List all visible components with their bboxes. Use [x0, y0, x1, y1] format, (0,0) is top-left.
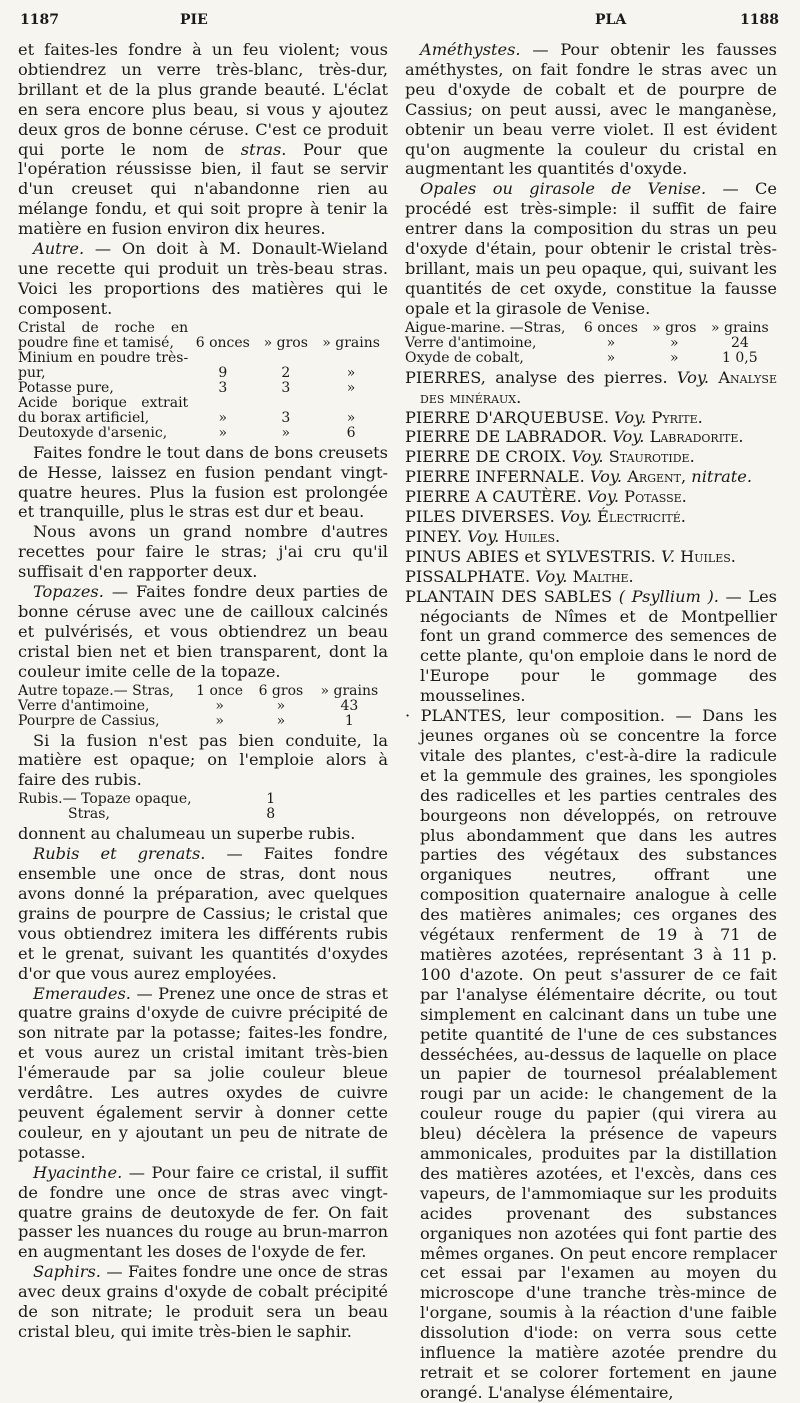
paragraph: et faites-les fondre à un feu violent; vous obtiendrez un verre très-blanc, très-dur, brillant et de la plus grande beauté. L'éclat en sera encore plus beau, si vous y ajoutez deux gros de bonne céruse. C'est ce produit qui porte le nom de stras. Pour que l'opération réussisse bien, il faut se servir d'un creuset qui n'abandonne rien au mélange fondu, et qui soit propre à tenir la matière en fusion environ dix heures.: [18, 40, 388, 239]
dictionary-entry: PINEY. Voy. Huiles.: [405, 526, 561, 546]
table-row: Oxyde de cobalt, » » 1 0,5: [405, 349, 758, 366]
paragraph: donnent au chalumeau un superbe rubis.: [18, 824, 356, 844]
paragraph: Faites fondre le tout dans de bons creusets de Hesse, laissez en fusion pendant vingt-quatre heures. Plus la fusion est prolongée et tranquille, plus le stras est dur et beau.: [18, 442, 388, 522]
paragraph: Hyacinthe. — Pour faire ce cristal, il suffit de fondre une once de stras avec vingt-quatre grains de deutoxyde de fer. On fait passer les nuances du rouge au brun-marron en augmentant les doses de l'oxyde de fer.: [18, 1162, 388, 1262]
recipe-table: [18, 792, 277, 822]
paragraph: Améthystes. — Pour obtenir les fausses améthystes, on fait fondre le stras avec un peu d'oxyde de cobalt et de pourpre de Cassius; on peut aussi, avec le manganèse, obtenir un beau verre violet. Il est évident qu'on augmente la couleur du cristal en augmentant les quantités d'oxyde.: [405, 40, 777, 179]
table-row: Minium en poudre très-pur, 9 2 »: [18, 349, 356, 381]
left-header-word: PIE: [180, 12, 208, 28]
dictionary-entry: PILES DIVERSES. Voy. Électricité.: [405, 507, 686, 527]
dictionary-entry: PLANTAIN DES SABLES ( Psyllium ). — Les négociants de Nîmes et de Montpellier font un grand commerce des semences de cette plante, qu'on emploie dans le nord de l'Europe pour le gommage des mousselines.: [405, 586, 777, 706]
dictionary-entry: PIERRES, analyse des pierres. Voy. Analyse des minéraux.: [405, 367, 777, 407]
dictionary-entry: PIERRE DE LABRADOR. Voy. Labradorite.: [405, 427, 744, 447]
right-column: [405, 40, 777, 1403]
recipe-table: [18, 684, 388, 729]
table-row: Verre d'antimoine, » » 24: [405, 334, 749, 351]
paragraph: Si la fusion n'est pas bien conduite, la matière est opaque; on l'emploie alors à faire des rubis.: [18, 730, 388, 790]
right-header-word: PLA: [595, 12, 627, 28]
table-row: Aigue-marine. —Stras, 6 onces » gros » grains: [405, 319, 769, 336]
paragraph: Saphirs. — Faites fondre une once de stras avec deux grains d'oxyde de cobalt précipité de son nitrate; le produit sera un beau cristal bleu, qui imite très-bien le saphir.: [18, 1262, 388, 1341]
dictionary-entry: · PLANTES, leur composition. — Dans les jeunes organes où se concentre la force vitale des plantes, c'est-à-dire la radicule et la gemmule des graines, les spongioles des radicelles et les parties centrales des bourgeons non développés, on retrouve plus abondamment que dans les autres parties des végétaux des substances organiques neutres, offrant une composition quaternaire analogue à celle des matières animales; ces organes des végétaux renferment de 19 à 71 de matières azotées, représentant 3 à 11 p. 100 d'azote. On peut s'assurer de ce fait par l'analyse élémentaire décrite, ou tout simplement en calcinant dans un tube une petite quantité de l'une de ces substances desséchées, au-dessus de laquelle on place un papier de tournesol préalablement rougi par un acide: le changement de la couleur rouge du papier (qui virera au bleu) décèlera la présence de vapeurs ammonicales, produites par la distillation des matières azotées, et l'excès, dans ces vapeurs, de l'ammomiaque sur les produits acides provenant des substances organiques non azotées qui font partie des mêmes organes. On peut encore remplacer cet essai par l'examen au moyen du microscope d'une tranche très-mince de l'organe, soumis à la réaction d'une faible dissolution d'iode: on verra sous cette influence la matière azotée prendre du retrait et se colorer fortement en jaune orangé. L'analyse élémentaire,: [405, 706, 778, 1402]
table-row: Potasse pure, 3 3 »: [18, 379, 356, 396]
table-row: Cristal de roche en poudre fine et tamisé, 6 onces » gros » grains: [18, 319, 380, 351]
paragraph: Opales ou girasole de Venise. — Ce procédé est très-simple: il suffit de faire entrer dans la composition du stras un peu d'oxyde d'étain, pour obtenir le cristal très-brillant, mais un peu opaque, qui, suivant les quantités de cet oxyde, constitue la fausse opale et la girasole de Venise.: [405, 179, 778, 318]
table-row: Deutoxyde d'arsenic, » » 6: [18, 424, 356, 441]
dictionary-entry: PIERRE D'ARQUEBUSE. Voy. Pyrite.: [405, 407, 703, 427]
dictionary-entry: PIERRE INFERNALE. Voy. Argent, nitrate.: [405, 467, 753, 487]
paragraph: Rubis et grenats. — Faites fondre ensemble une once de stras, dont nous avons donné la préparation, avec quelques grains de pourpre de Cassius; le cristal que vous obtiendrez imitera les différents rubis et le grenat, suivant les quantités d'oxydes d'or que vous aurez employées.: [18, 844, 388, 983]
dictionary-entry: PIERRE A CAUTÈRE. Voy. Potasse.: [405, 487, 687, 507]
table-row: Stras, 8: [68, 806, 276, 823]
paragraph: Topazes. — Faites fondre deux parties de bonne céruse avec une de cailloux calcinés et pulvérisés, et vous obtiendrez un beau cristal bien net et bien transparent, dont la couleur imite celle de la topaze.: [18, 582, 388, 681]
table-row: Pourpre de Cassius, » » 1: [18, 712, 354, 729]
left-page-number: 1187: [20, 12, 59, 28]
table-row: Verre d'antimoine, » » 43: [18, 697, 359, 714]
recipe-table: [18, 321, 388, 441]
recipe-table: [405, 321, 777, 366]
paragraph: Emeraudes. — Prenez une once de stras et quatre grains d'oxyde de cuivre précipité de son nitrate par la potasse; faites-les fondre, et vous aurez un cristal imitant très-bien l'émeraude par sa jolie couleur bleue verdâtre. Les autres oxydes de cuivre peuvent également servir à donner cette couleur, en y ajoutant un peu de nitrate de potasse.: [18, 983, 388, 1162]
running-header: [0, 12, 800, 34]
table-row: Acide borique extrait du borax artificiel, » 3 »: [18, 394, 356, 426]
dictionary-entry: PIERRE DE CROIX. Voy. Staurotide.: [405, 447, 695, 467]
dictionary-entry: PISSALPHATE. Voy. Malthe.: [405, 566, 634, 586]
table-row: Rubis.— Topaze opaque, 1: [18, 791, 276, 808]
paragraph: Autre. — On doit à M. Donault-Wieland une recette qui produit un très-beau stras. Voici les proportions des matières qui le composent.: [18, 239, 388, 318]
left-column: [18, 40, 388, 1342]
right-page-number: 1188: [740, 12, 779, 28]
table-row: Autre topaze.— Stras, 1 once 6 gros » grains: [18, 682, 379, 699]
dictionary-entry: PINUS ABIES et SYLVESTRIS. V. Huiles.: [405, 546, 736, 566]
paragraph: Nous avons un grand nombre d'autres recettes pour faire le stras; j'ai cru qu'il suffisait d'en rapporter deux.: [18, 522, 388, 582]
